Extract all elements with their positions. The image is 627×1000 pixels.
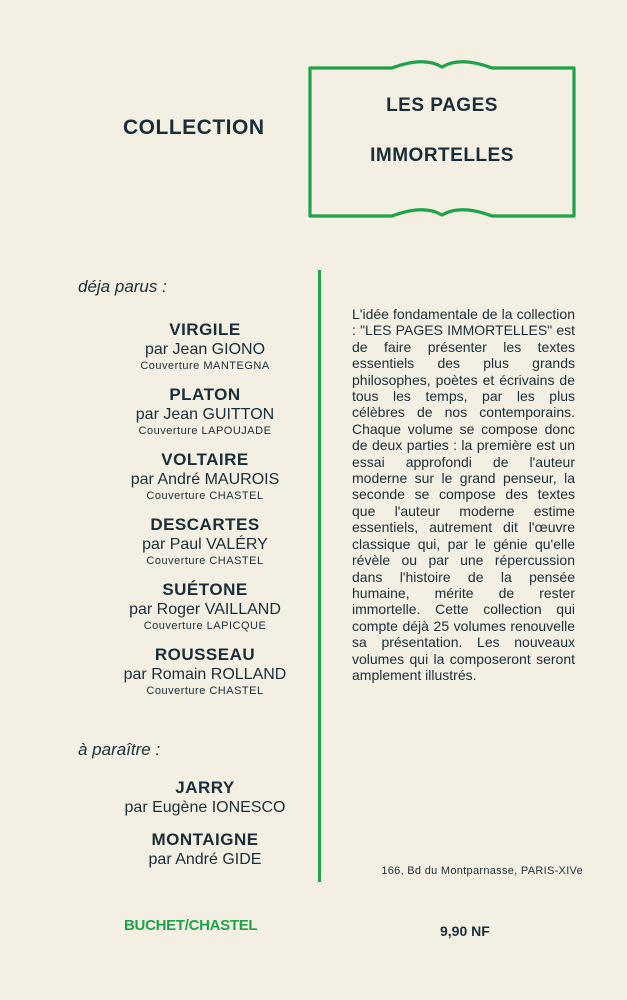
published-label: déja parus : xyxy=(78,277,167,296)
book-entry xyxy=(60,385,350,450)
book-subject: SUÉTONE xyxy=(162,580,248,599)
published-list xyxy=(60,320,350,710)
book-entry xyxy=(60,645,350,710)
collection-label: COLLECTION xyxy=(123,116,265,139)
book-author: par Roger VAILLAND xyxy=(129,601,281,618)
book-cover-credit: Couverture MANTEGNA xyxy=(140,360,270,372)
book-author: par Jean GIONO xyxy=(144,341,266,358)
book-author: par Paul VALÉRY xyxy=(142,536,268,553)
book-cover-credit: Couverture CHASTEL xyxy=(146,490,264,502)
publisher-address: 166, Bd du Montparnasse, PARIS-XIVe xyxy=(381,865,583,877)
book-entry xyxy=(60,320,350,385)
vertical-divider xyxy=(318,270,321,882)
book-entry xyxy=(60,580,350,645)
book-entry xyxy=(60,778,350,830)
collection-description: L'idée fondamentale de la collection : "LES PAGES IMMORTELLES" est de faire présenter les textes essentiels des plus grands philosophes, poètes et écrivains de tous les temps, par les plus célèbres de nos contemporains. Chaque volume se compose donc de deux parties : la première est un essai approfondi de l'auteur moderne sur le grand penseur, la seconde se compose des textes que l'auteur moderne estime essentiels, autrement dit l'œuvre classique qui, par le génie qu'elle révèle ou par une répercussion dans l'histoire de la pensée humaine, mérite de rester immortelle. Cette collection qui compte déjà 25 volumes renouvelle sa présentation. Les nouveaux volumes qui la composeront seront amplement illustrés. xyxy=(352,306,575,683)
book-author: par André MAUROIS xyxy=(130,471,280,488)
book-cover-credit: Couverture CHASTEL xyxy=(146,555,264,567)
forthcoming-list xyxy=(60,778,350,882)
forthcoming-label: à paraître : xyxy=(78,740,161,759)
price: 9,90 NF xyxy=(440,923,490,939)
book-cover-credit: Couverture LAPICQUE xyxy=(143,620,267,632)
book-subject: JARRY xyxy=(175,778,235,797)
book-subject: DESCARTES xyxy=(150,515,260,534)
book-subject: MONTAIGNE xyxy=(151,830,259,849)
book-author: par Romain ROLLAND xyxy=(123,666,287,683)
book-subject: ROUSSEAU xyxy=(154,645,256,664)
open-book-frame-icon xyxy=(306,54,578,222)
book-author: par Eugène IONESCO xyxy=(124,799,286,816)
book-author: par Jean GUITTON xyxy=(135,406,275,423)
book-subject: PLATON xyxy=(169,385,241,404)
book-entry xyxy=(60,515,350,580)
book-cover-credit: Couverture LAPOUJADE xyxy=(138,425,272,437)
book-author: par André GIDE xyxy=(148,851,262,868)
book-subject: VIRGILE xyxy=(169,320,241,339)
series-title-line2: IMMORTELLES xyxy=(370,145,514,166)
book-entry xyxy=(60,450,350,515)
book-entry xyxy=(60,830,350,882)
publisher-name: BUCHET/CHASTEL xyxy=(124,917,258,934)
book-subject: VOLTAIRE xyxy=(161,450,249,469)
series-title-line1: LES PAGES xyxy=(386,95,498,116)
book-cover-credit: Couverture CHASTEL xyxy=(146,685,264,697)
